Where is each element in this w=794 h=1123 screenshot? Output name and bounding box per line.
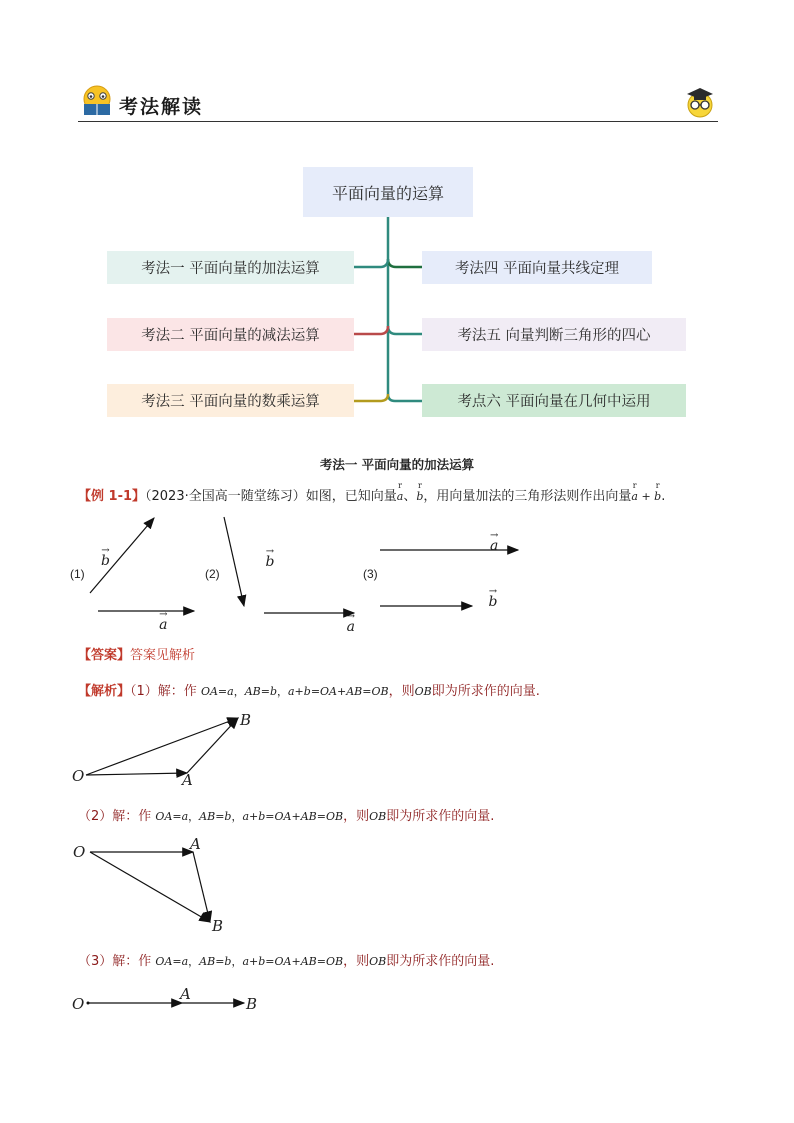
d3-label-O: O bbox=[72, 995, 85, 1013]
vector-a-symbol: r a bbox=[396, 481, 404, 503]
figure-label-3: (3) bbox=[363, 567, 378, 581]
mindmap-node-method-4: 考法四 平面向量共线定理 bbox=[422, 251, 652, 284]
d2-label-O: O bbox=[73, 843, 86, 861]
example-source: （2023·全国高一随堂练习） bbox=[145, 489, 306, 504]
fig2-vector-b bbox=[224, 517, 244, 606]
d1-AB bbox=[187, 718, 238, 773]
example-statement: 【例 1-1】（2023·全国高一随堂练习）如图，已知向量 r a、 r b，用向量加法的三角形法则作出向量 r a + r b. bbox=[78, 481, 666, 504]
mindmap-node-method-1: 考法一 平面向量的加法运算 bbox=[107, 251, 354, 284]
d2-AB bbox=[193, 852, 210, 922]
analysis-label: 【解析】 bbox=[78, 684, 131, 699]
fig3-label-a: → a bbox=[490, 530, 499, 554]
answer-label: 【答案】 bbox=[78, 648, 131, 663]
fig1-label-b: → b bbox=[101, 545, 110, 569]
example-text-b: ，用向量加法的三角形法则作出向量 bbox=[423, 489, 632, 504]
separator: 、 bbox=[403, 489, 417, 504]
d2-OB bbox=[90, 852, 210, 922]
example-figures bbox=[60, 505, 540, 635]
figure-label-1: (1) bbox=[70, 567, 85, 581]
analysis-part-3: （3）解：作 OA=a，AB=b，a+b=OA+AB=OB，则OB即为所求作的向量. bbox=[78, 954, 495, 969]
d1-label-O: O bbox=[72, 767, 85, 785]
d1-OA bbox=[86, 773, 187, 775]
answer-text: 答案见解析 bbox=[130, 648, 196, 663]
example-label: 【例 1-1】 bbox=[78, 489, 146, 504]
vector-a-symbol: r a bbox=[631, 481, 638, 503]
example-end: . bbox=[661, 489, 666, 504]
diagram-3 bbox=[60, 990, 260, 1020]
fig2-label-b: → b bbox=[265, 546, 275, 570]
example-text-a: 如图，已知向量 bbox=[305, 489, 397, 504]
mindmap-connectors bbox=[0, 0, 794, 440]
d1-OB bbox=[86, 718, 238, 775]
fig3-label-b: → b bbox=[488, 586, 498, 610]
vector-b-symbol: r b bbox=[416, 481, 424, 503]
d3-label-A: A bbox=[180, 985, 191, 1003]
figure-label-2: (2) bbox=[205, 567, 220, 581]
d3-label-B: B bbox=[246, 995, 258, 1013]
fig1-vector-b bbox=[90, 518, 154, 593]
mindmap-node-point-6: 考点六 平面向量在几何中运用 bbox=[422, 384, 686, 417]
header-title: 考法解读 bbox=[119, 96, 204, 118]
answer-line bbox=[78, 644, 195, 663]
d1-label-A: A bbox=[182, 771, 193, 789]
mindmap-node-method-5: 考法五 向量判断三角形的四心 bbox=[422, 318, 686, 351]
mindmap-node-method-3: 考法三 平面向量的数乘运算 bbox=[107, 384, 354, 417]
d1-label-B: B bbox=[240, 711, 252, 729]
section-title: 考法一 平面向量的加法运算 bbox=[319, 457, 475, 472]
mindmap-node-method-2: 考法二 平面向量的减法运算 bbox=[107, 318, 354, 351]
analysis-part-1: 【解析】（1）解：作 OA=a，AB=b，a+b=OA+AB=OB，则OB即为所求作的向量. bbox=[78, 684, 540, 699]
d2-label-A: A bbox=[190, 835, 201, 853]
mindmap-root: 平面向量的运算 bbox=[303, 167, 473, 217]
d2-label-B: B bbox=[212, 917, 224, 935]
analysis-part-2: （2）解：作 OA=a，AB=b，a+b=OA+AB=OB，则OB即为所求作的向量. bbox=[78, 809, 495, 824]
fig1-label-a: → a bbox=[159, 609, 168, 633]
diagram-2 bbox=[60, 835, 260, 935]
vector-b-symbol: r b bbox=[654, 481, 662, 503]
fig2-label-a: → a bbox=[346, 611, 355, 635]
